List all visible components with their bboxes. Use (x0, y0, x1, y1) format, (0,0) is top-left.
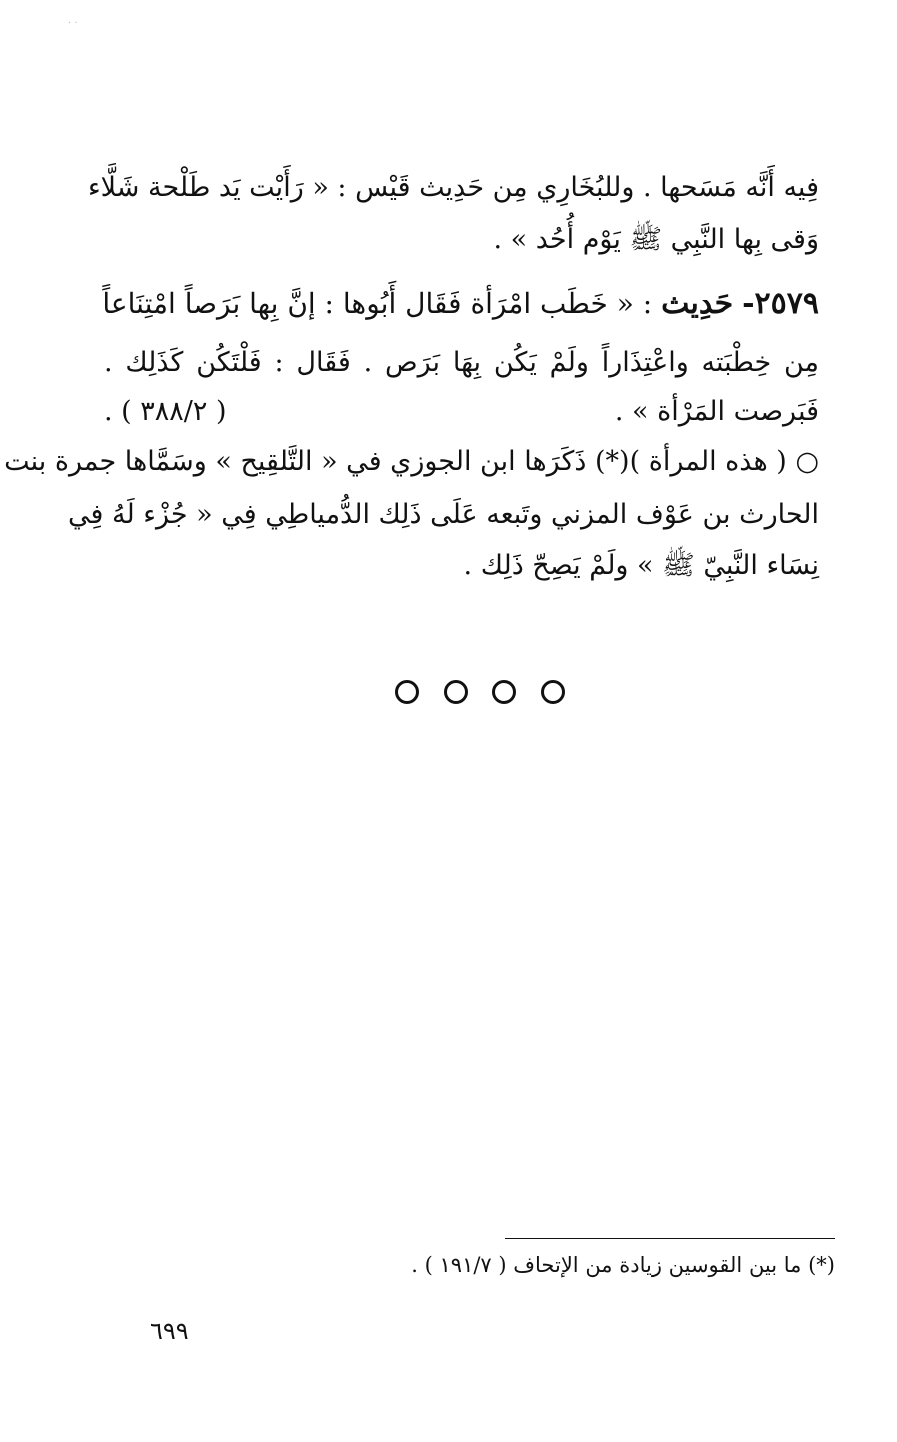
corner-mark: · · (68, 18, 78, 29)
commentary-line-2: الحارث بن عَوْف المزني وتَبعه عَلَى ذَلِك الدُّمياطِي فِي « جُزْء لَهُ فِي (67, 499, 819, 530)
separator-circle (492, 680, 516, 704)
commentary-line-3: نِسَاء النَّبِيّ ﷺ » ولَمْ يَصِحّ ذَلِك . (463, 550, 819, 581)
separator-circle (444, 680, 468, 704)
footnote: (*) ما بين القوسين زيادة من الإتحاف ( ١٩١/٧ ) . (411, 1253, 835, 1277)
hadith-line-2: مِن خِطْبَته واعْتِذَاراً ولَمْ يَكُن بِهَا بَرَص . فَقَال : فَلْتَكُن كَذَلِك . (104, 347, 819, 378)
hadith-line-3 (104, 392, 819, 432)
hadith-number: ٢٥٧٩- (742, 286, 819, 321)
hadith-line-3-text: فَبَرصت المَرْأة » . (614, 396, 819, 427)
page-number: ٦٩٩ (150, 1317, 189, 1345)
commentary-line-1 (4, 442, 819, 482)
footnote-rule (505, 1238, 835, 1239)
hadith-heading-line (104, 284, 819, 324)
separator-circle (541, 680, 565, 704)
hadith-title: حَدِيث (661, 286, 734, 321)
paragraph-1-line-2: وَقى بِها النَّبِي ﷺ يَوْم أُحُد » . (493, 224, 819, 255)
hadith-line-1-text: : « خَطَب امْرَأة فَقَال أَبُوها : إنَّ بِها بَرَصاً امْتِنَاعاً (102, 287, 653, 320)
separator-circle (395, 680, 419, 704)
hadith-reference: ( ٣٨٨/٢ ) . (104, 396, 227, 427)
paragraph-1-line-1: فِيه أَنَّه مَسَحها . وللبُخَارِي مِن حَدِيث قَيْس : « رَأَيْت يَد طَلْحة شَلَّاء (87, 172, 819, 203)
commentary-line-1-text: ( هذه المرأة )(*) ذَكَرَها ابن الجوزي في « التَّلقِيح » وسَمَّاها جمرة بنت (4, 446, 787, 477)
section-separator (395, 675, 565, 709)
commentary-marker: ○ (795, 446, 819, 477)
